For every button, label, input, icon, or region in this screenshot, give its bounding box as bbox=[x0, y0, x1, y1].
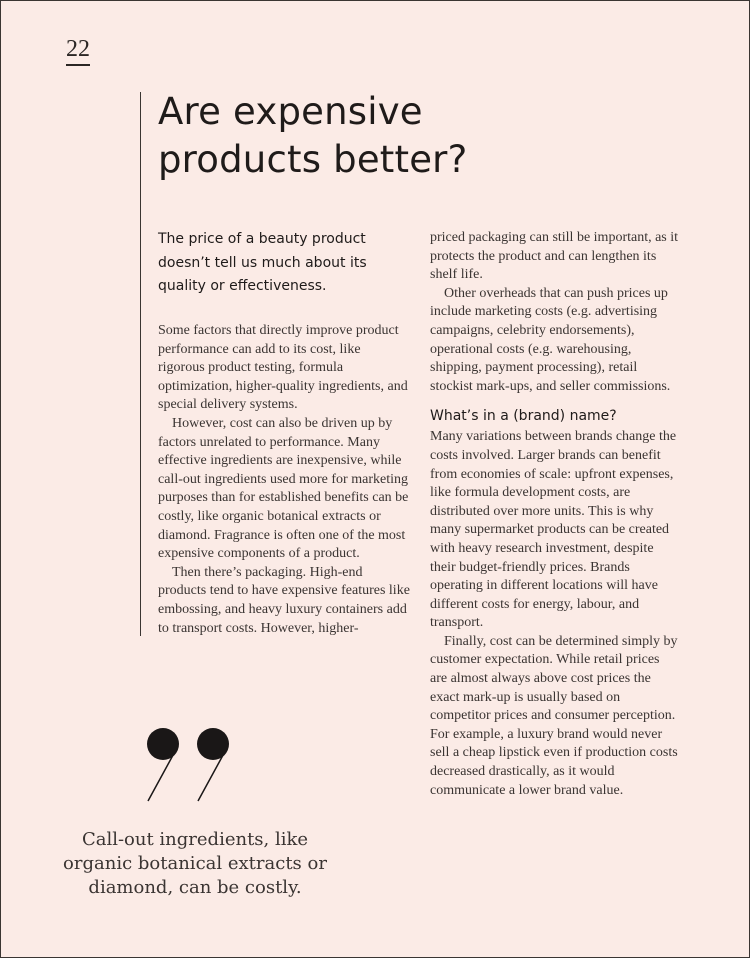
left-paragraph-1: Some factors that directly improve product performance can add to its cost, like rigorous product testing, formula optimization, higher-quality ingredients, and special delivery systems. bbox=[158, 323, 408, 413]
right-paragraph-2: Other overheads that can push prices up include marketing costs (e.g. advertising campaigns, celebrity endorsements), operational costs (e.g. warehousing, shipping, payment processing), retail stockist mark-ups, and seller commissions. bbox=[430, 285, 671, 394]
left-paragraph-2: However, cost can also be driven up by factors unrelated to performance. Many effective ingredients are inexpensive, while call-out ingredients used more for marketing purposes than for established benefits can be costly, like organic botanical extracts or diamond. Fragrance is often one of the most expensive components of a product. bbox=[158, 415, 409, 562]
intro-paragraph: The price of a beauty product doesn’t tell us much about its quality or effectiveness. bbox=[158, 231, 367, 294]
page-title bbox=[158, 88, 658, 184]
section-subheading: What’s in a (brand) name? bbox=[430, 408, 617, 425]
left-paragraph-3: Then there’s packaging. High-end products tend to have expensive features like embossing, and heavy luxury containers add to transport costs. However, higher- bbox=[158, 564, 410, 636]
title-rule bbox=[140, 92, 141, 636]
page-number: 22 bbox=[66, 36, 90, 66]
page-title-line-1: Are expensive bbox=[158, 90, 423, 133]
quote-marks-icon bbox=[142, 724, 252, 804]
left-column bbox=[158, 322, 410, 638]
page-title-line-2: products better? bbox=[158, 138, 468, 181]
right-paragraph-3: Many variations between brands change the costs involved. Larger brands can benefit from economies of scale: upfront expenses, like formula development costs, are distributed over more units. This is why many supermarket products can be created with heavy research investment, despite their budget-friendly prices. Brands operating in different locations will have different costs for energy, labour, and transport. bbox=[430, 429, 677, 631]
right-column bbox=[430, 229, 680, 800]
right-paragraph-4: Finally, cost can be determined simply by customer expectation. While retail prices are almost always above cost prices the exact mark-up is usually based on competitor prices and consumer perception. For example, a luxury brand would never sell a cheap lipstick even if production costs decreased drastically, as it would communicate a lower brand value. bbox=[430, 633, 678, 798]
pull-quote: Call-out ingredients, like organic botanical extracts or diamond, can be costly. bbox=[63, 829, 327, 898]
right-paragraph-1: priced packaging can still be important, as it protects the product and can lengthen its shelf life. bbox=[430, 230, 679, 283]
